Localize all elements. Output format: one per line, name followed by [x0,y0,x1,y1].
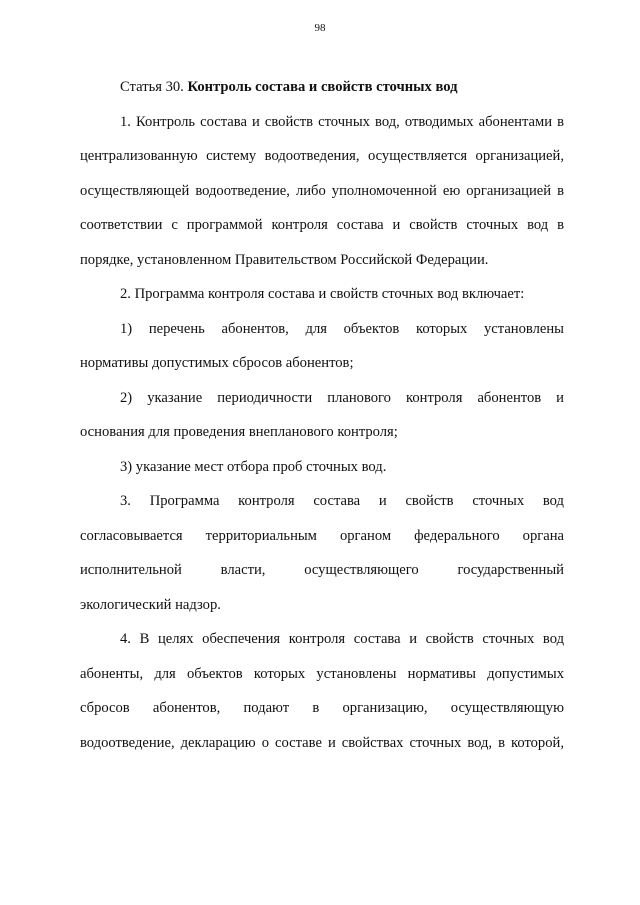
text-line: абоненты, для объектов которых установлены нормативы допустимых [80,665,564,682]
article-heading [80,70,564,105]
paragraph [80,312,564,381]
text-line: нормативы допустимых сбросов абонентов; [80,355,354,371]
text-line: 1) перечень абонентов, для объектов которых установлены [120,320,564,337]
text-line: 3. Программа контроля состава и свойств сточных вод [120,493,564,509]
article-title: Контроль состава и свойств сточных вод [187,79,458,95]
text-line: 3) указание мест отбора проб сточных вод. [120,458,387,475]
page-number: 98 [314,22,326,34]
paragraph [80,381,564,450]
paragraph [80,450,564,485]
text-line: экологический надзор. [80,596,221,613]
text-line: водоотведение, декларацию о составе и свойствах сточных вод, в которой, [80,734,564,751]
text-line: соответствии с программой контроля состава и свойств сточных вод в [80,217,564,233]
article-paragraphs [80,105,564,761]
text-line: основания для проведения внепланового контроля; [80,424,398,440]
text-line: сбросов абонентов, подают в организацию, осуществляющую [80,700,564,716]
paragraph [80,622,564,760]
paragraph [80,277,564,312]
text-line: согласовывается территориальным органом федерального органа [80,527,564,544]
document-body [80,70,564,760]
text-line: исполнительной власти, осуществляющего государственный [80,562,564,578]
text-line: 4. В целях обеспечения контроля состава и свойств сточных вод [120,631,564,647]
paragraph [80,484,564,622]
text-line: порядке, установленном Правительством Российской Федерации. [80,251,489,268]
article-number: Статья 30. [120,79,184,95]
text-line: осуществляющей водоотведение, либо уполномоченной ею организацией в [80,182,564,199]
text-line: централизованную систему водоотведения, осуществляется организацией, [80,148,564,164]
text-line: 2. Программа контроля состава и свойств сточных вод включает: [120,286,525,302]
text-line: 2) указание периодичности планового контроля абонентов и [120,389,564,406]
text-line: 1. Контроль состава и свойств сточных вод, отводимых абонентами в [120,113,564,130]
paragraph [80,105,564,278]
